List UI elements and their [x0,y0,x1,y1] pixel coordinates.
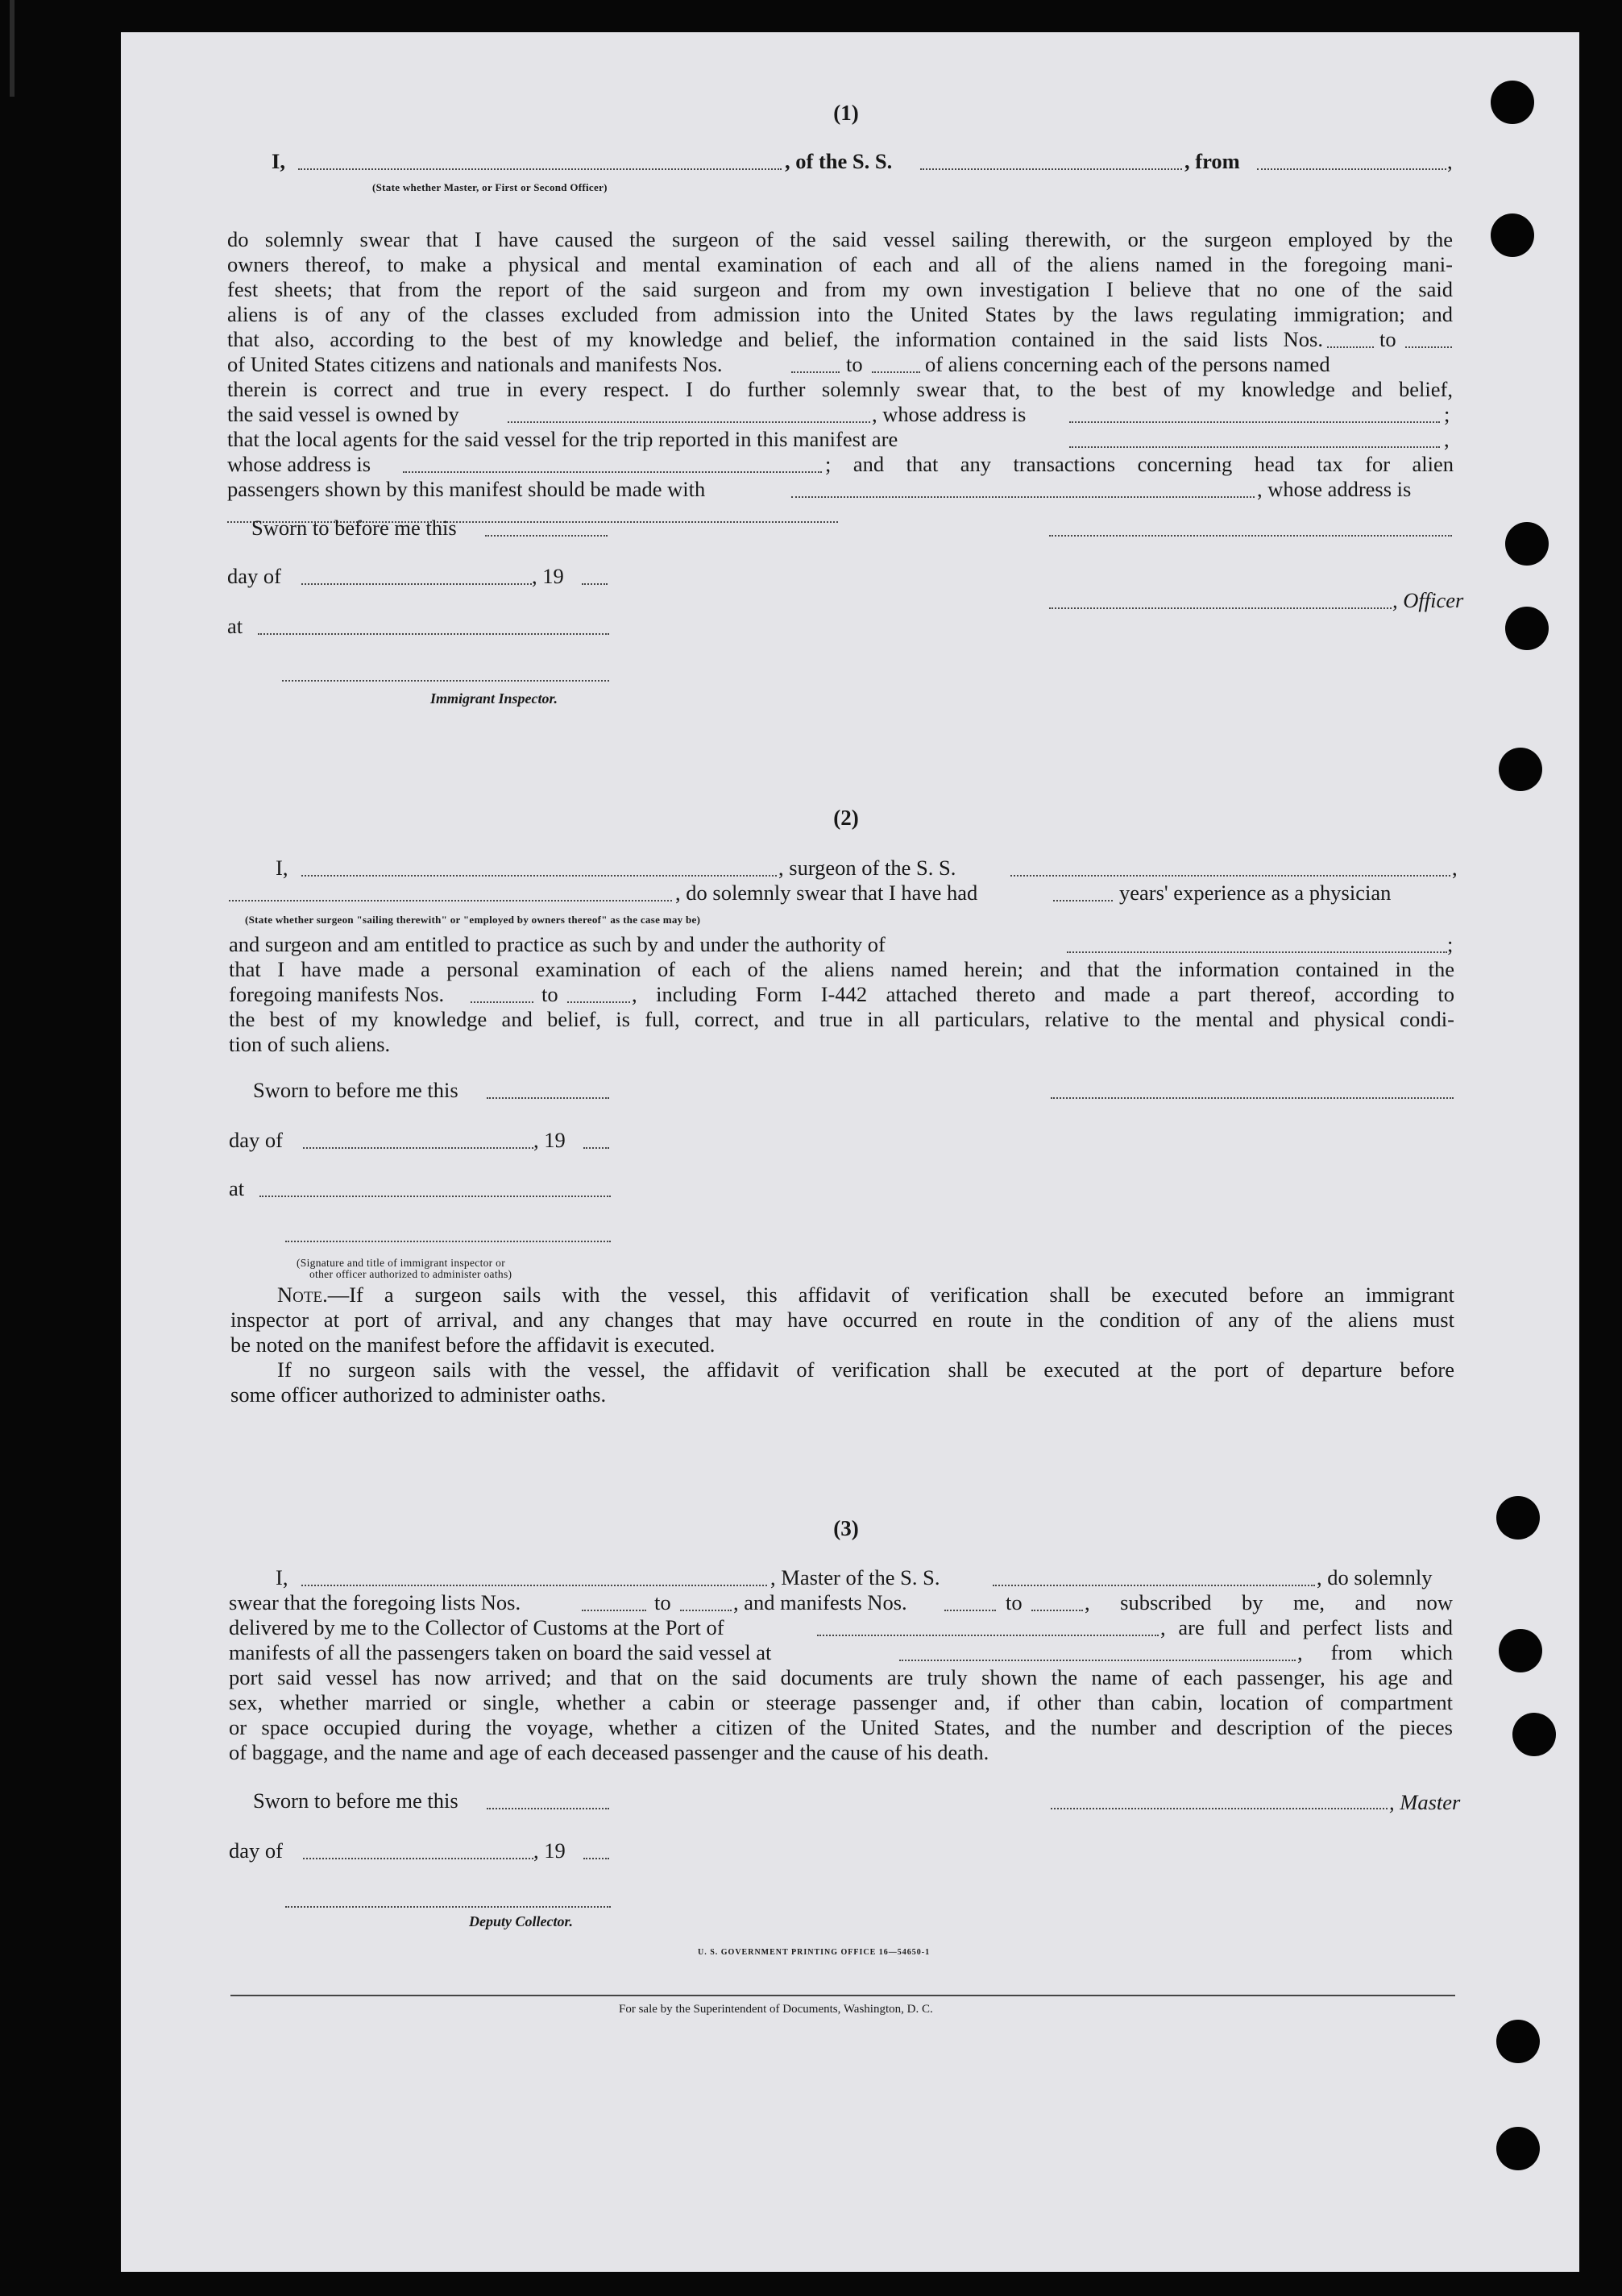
note-line: be noted on the manifest before the affidavit is executed. [230,1332,716,1357]
collector-signature-line [285,1906,611,1908]
to-label: to [654,1590,671,1614]
line-i: I, [276,856,288,880]
oath-line: aliens is of any of the classes excluded from admission into the United States by the laws regulating immigration; and [227,302,1453,326]
gpo-imprint: U. S. GOVERNMENT PRINTING OFFICE 16—54650-1 [698,1948,931,1957]
oath-line: do solemnly swear that I have caused the surgeon of the said vessel sailing therewith, or the surgeon employed by the [227,227,1453,251]
to-label: to [1379,327,1396,351]
to-label: to [541,982,558,1006]
note-text: —If a surgeon sails with the vessel, this affidavit of verification shall be executed before an immigrant [327,1283,1454,1307]
officer-name-blank [298,168,782,170]
oath-line: tion of such aliens. [229,1032,391,1056]
semicolon: ; [1447,932,1454,956]
oath-line: that I have made a personal examination of each of the aliens named herein; and that the information contained in the [229,957,1454,981]
authority-blank [1067,951,1447,953]
year-blank [583,1147,609,1149]
do-solemnly-text: , do solemnly [1317,1565,1433,1589]
port-blank [817,1635,1159,1636]
swear-text: , do solemnly swear that I have had [675,881,978,905]
ship-name-blank [993,1585,1315,1586]
year-blank [582,583,608,585]
to-label: to [1006,1590,1023,1614]
oath-line: whose address is [227,452,371,476]
sworn-label: Sworn to before me this [253,1078,458,1102]
surgeon-signature-line [1051,1097,1454,1099]
whose-address-label: , whose address is [1257,477,1412,501]
full-lists-text: , are full and perfect lists and [1160,1615,1453,1639]
punch-hole [1496,1496,1540,1540]
punch-hole [1499,748,1542,791]
day-of-label: day of [229,1128,283,1152]
punch-hole [1505,522,1549,566]
official-signature-line [285,1241,611,1242]
sworn-label: Sworn to before me this [251,516,457,540]
aliens-text: of aliens concerning each of the persons named [925,352,1330,376]
surgeon-status-blank [229,900,672,901]
year-blank [583,1858,609,1859]
inspector-caption: Immigrant Inspector. [430,690,558,707]
punch-hole [1496,2020,1540,2063]
ship-name-blank [1010,875,1450,877]
at-label: at [229,1176,245,1200]
month-blank [301,583,532,585]
oath-line: of United States citizens and nationals and manifests Nos. [227,352,723,376]
years-text: years' experience as a physician [1119,881,1392,905]
note-line: some officer authorized to administer oaths. [230,1382,607,1407]
manifests-from-blank [791,371,840,373]
oath-line: of baggage, and the name and age of each deceased passenger and the cause of his death. [229,1740,989,1764]
place-blank [259,1196,611,1197]
at-label: at [227,614,243,638]
oath-line: owners thereof, to make a physical and mental examination of each and all of the aliens named in the foregoing mani- [227,252,1453,276]
lists-from-blank [1327,346,1374,348]
manifests-to-blank [1031,1610,1083,1611]
lists-to-blank [1405,346,1452,348]
oath-line: manifests of all the passengers taken on board the said vessel at [229,1640,772,1664]
footer-rule [230,1995,1455,1996]
comma: , [1444,427,1450,451]
sworn-label: Sworn to before me this [253,1788,458,1813]
oath-line: delivered by me to the Collector of Customs at the Port of [229,1615,724,1639]
oath-line: and surgeon and am entitled to practice as such by and under the authority of [229,932,886,956]
oath-line: swear that the foregoing lists Nos. [229,1590,521,1614]
from-port-blank [1257,168,1446,170]
comma: , [1452,856,1458,880]
line-i: I, [272,149,285,173]
punch-hole [1505,607,1549,650]
line-comma: , [1447,149,1453,173]
surgeon-name-blank [301,875,777,877]
semicolon: ; [1444,402,1450,426]
oath-line: fest sheets; that from the report of the said surgeon and from my own investigation I believe that no one of the said [227,277,1453,301]
oath-line: or space occupied during the voyage, whether a citizen of the United States, and the number and description of the pieces [229,1715,1453,1739]
punch-hole [1496,2127,1540,2170]
manifests-to-blank [567,1001,630,1003]
note-line: inspector at port of arrival, and any changes that may have occurred en route in the condition of any of the aliens must [230,1308,1454,1332]
lists-from-blank [582,1610,646,1611]
oath-line: that also, according to the best of my knowledge and belief, the information contained in the said lists Nos. [227,327,1323,351]
oath-line: sex, whether married or single, whether a cabin or steerage passenger and, if other than cabin, location of compartment [229,1690,1453,1714]
section-1-number: (1) [833,101,859,125]
day-of-label: day of [229,1838,283,1863]
place-blank [258,633,609,635]
line-i: I, [276,1565,288,1589]
manifests-from-blank [944,1610,996,1611]
inspector-signature-line [282,680,609,682]
sworn-day-blank [487,1808,609,1809]
including-text: , including Form I-442 attached thereto and made a part thereof, according to [632,982,1454,1006]
master-signature-line [1051,1808,1388,1809]
punch-hole [1512,1713,1556,1756]
oath-line: foregoing manifests Nos. [229,982,445,1006]
note-line: If no surgeon sails with the vessel, the affidavit of verification shall be executed at the port of departure before [277,1357,1454,1382]
surgeon-of-ss: , surgeon of the S. S. [778,856,956,880]
punch-hole [1491,81,1534,124]
oath-line: the best of my knowledge and belief, is full, correct, and true in all particulars, relative to the mental and physical condi- [229,1007,1454,1031]
signature-caption: (Signature and title of immigrant inspector or [297,1257,505,1269]
manifests-from-blank [471,1001,533,1003]
sworn-day-blank [485,535,608,537]
oath-line: that the local agents for the said vessel for the trip reported in this manifest are [227,427,898,451]
headtax-text: ; and that any transactions concerning head tax for alien [825,452,1454,476]
master-of-ss: , Master of the S. S. [770,1565,940,1589]
scan-edge [10,0,15,97]
officer-signature-line-1 [1049,535,1452,537]
years-blank [1053,900,1113,901]
oath-line: therein is correct and true in every respect. I do further solemnly swear that, to the best of my knowledge and belief, [227,377,1453,401]
manifests-to-blank [872,371,920,373]
lists-to-blank [680,1610,732,1611]
officer-caption: , Officer [1392,588,1464,612]
officer-signature-line-2 [1049,607,1392,609]
owner-blank [508,421,870,423]
sworn-day-blank [487,1097,609,1099]
month-blank [303,1858,533,1859]
officer-caption: (State whether Master, or First or Second Officer) [372,181,608,193]
master-name-blank [301,1585,767,1586]
sale-notice: For sale by the Superintendent of Documents, Washington, D. C. [619,2003,933,2016]
agents-blank [1069,446,1440,448]
collector-caption: Deputy Collector. [469,1913,573,1929]
master-caption: , Master [1389,1790,1461,1814]
punch-hole [1491,213,1534,257]
whose-address-label: , whose address is [872,402,1027,426]
ship-name-blank [920,168,1182,170]
agents-address-blank [403,471,822,473]
from-which-text: , from which [1297,1640,1453,1664]
section-3-number: (3) [833,1516,859,1540]
punch-hole [1499,1629,1542,1672]
headtax-party-blank [791,496,1255,498]
line-of-ss: , of the S. S. [785,149,893,173]
note-line [277,1283,1454,1308]
signature-caption: other officer authorized to administer oaths) [309,1268,512,1280]
boarding-port-blank [899,1660,1296,1661]
section-2-number: (2) [833,806,859,830]
note-label: Note. [277,1283,328,1307]
manifests-label: , and manifests Nos. [733,1590,907,1614]
oath-line: passengers shown by this manifest should be made with [227,477,706,501]
form-page [121,32,1579,2272]
year-label: , 19 [533,1838,566,1863]
owner-address-blank [1069,421,1440,423]
subscribed-text: , subscribed by me, and now [1085,1590,1453,1614]
year-label: , 19 [533,1128,566,1152]
day-of-label: day of [227,564,281,588]
line-from: , from [1184,149,1240,173]
to-label: to [846,352,863,376]
year-label: , 19 [532,564,564,588]
surgeon-caption: (State whether surgeon "sailing therewith" or "employed by owners thereof" as the case may be) [245,914,701,926]
oath-line: the said vessel is owned by [227,402,459,426]
oath-line: port said vessel has now arrived; and that on the said documents are truly shown the name of each passenger, his age and [229,1665,1453,1689]
month-blank [303,1147,533,1149]
